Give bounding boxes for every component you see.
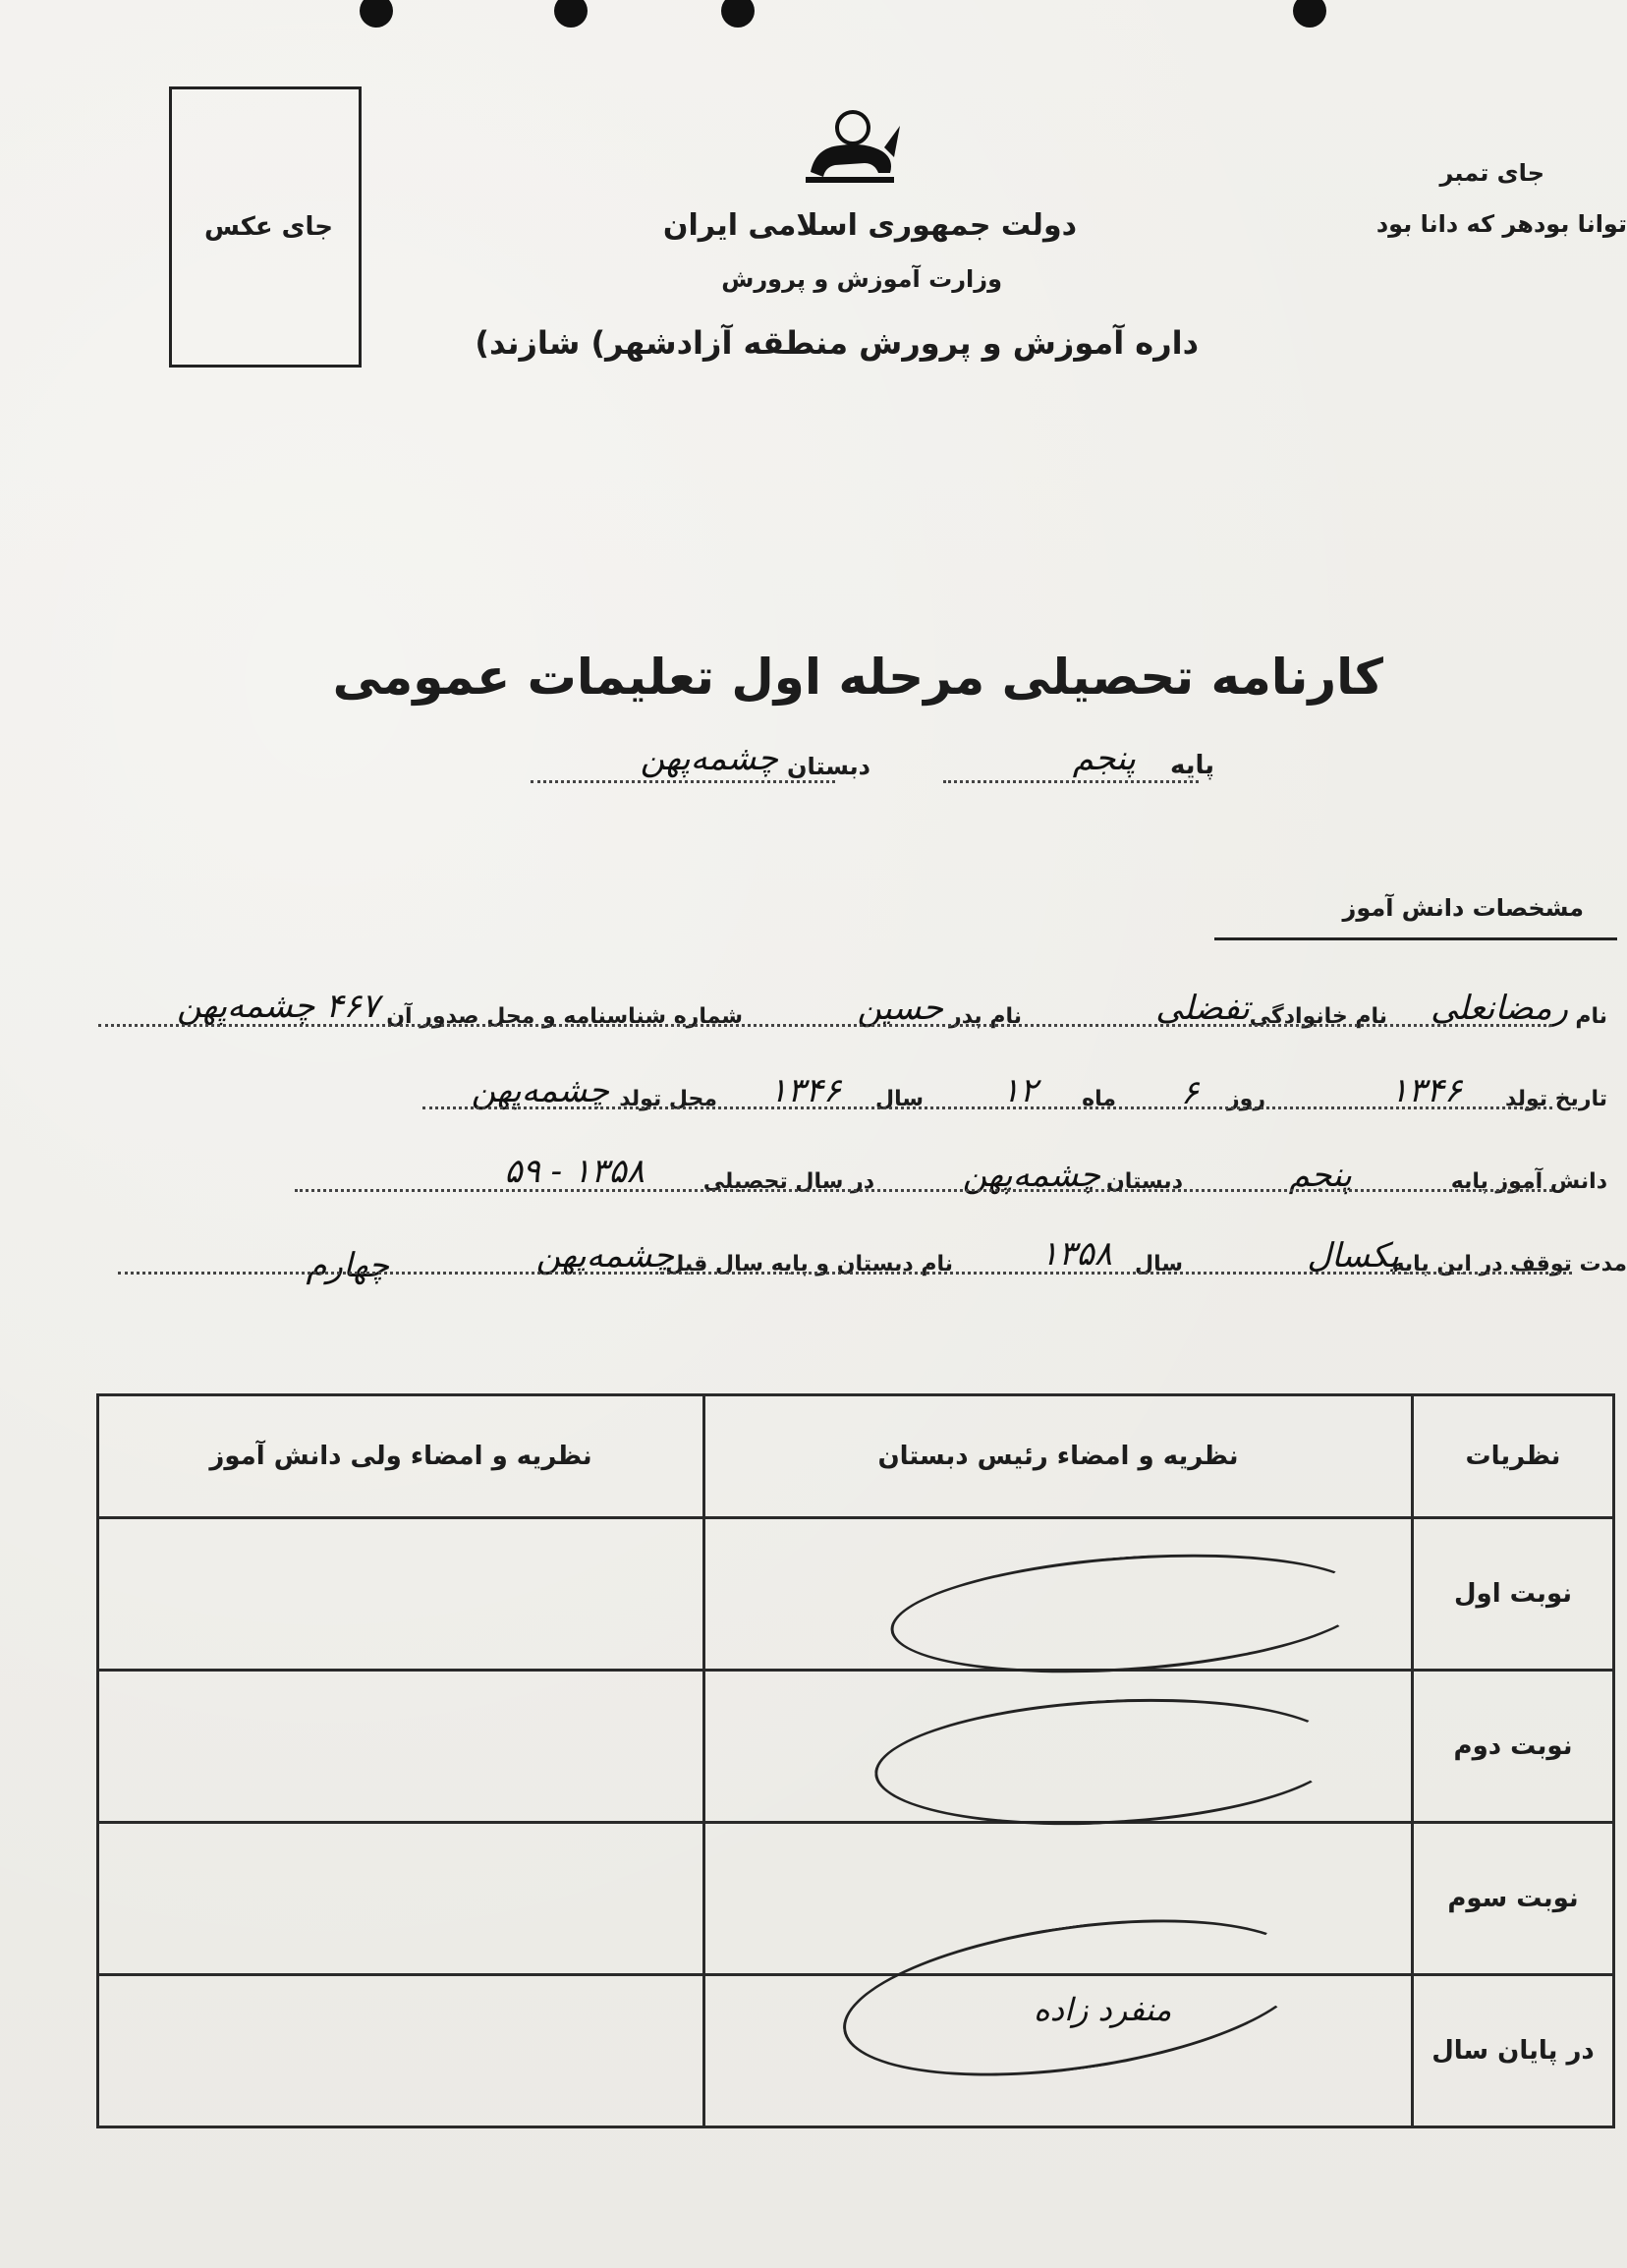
family-label: نام خانوادگی bbox=[1249, 1004, 1387, 1029]
dotted-line bbox=[531, 780, 835, 783]
stay-year-label: سال bbox=[1135, 1252, 1183, 1276]
school-value-2: چشمه‌پهن bbox=[962, 1156, 1100, 1195]
school-label: دبستان bbox=[786, 753, 870, 780]
dotted-line bbox=[98, 1024, 1552, 1027]
prev-grade-value: چهارم bbox=[306, 1246, 389, 1285]
photo-box bbox=[169, 86, 362, 368]
family-value: تفضلی bbox=[1155, 989, 1250, 1028]
guardian-cell bbox=[98, 1671, 704, 1823]
ministry-title: وزارت آموزش و پرورش bbox=[721, 265, 1002, 293]
col-principal: نظریه و امضاء رئیس دبستان bbox=[704, 1395, 1413, 1518]
birth-label: تاریخ تولد bbox=[1505, 1087, 1607, 1111]
col-guardian: نظریه و امضاء ولی دانش آموز bbox=[98, 1395, 704, 1518]
stay-year-value: ۱۳۵۸ bbox=[1039, 1234, 1112, 1274]
school-label-2: دبستان bbox=[1106, 1169, 1183, 1194]
punch-hole bbox=[360, 0, 393, 28]
row-label: نوبت اول bbox=[1413, 1518, 1614, 1671]
name-value: رمضانعلی bbox=[1431, 989, 1568, 1028]
dotted-line bbox=[295, 1189, 1552, 1192]
government-title: دولت جمهوری اسلامی ایران bbox=[662, 208, 1077, 243]
table-row bbox=[98, 1975, 1614, 2127]
final-signature-name: منفرد زاده bbox=[1034, 1991, 1172, 2028]
section-title: مشخصات دانش آموز bbox=[1342, 894, 1584, 922]
guardian-cell bbox=[98, 1975, 704, 2127]
prev-school-value: چشمه‌پهن bbox=[535, 1236, 674, 1276]
stay-label: مدت توقف در این پایه bbox=[1391, 1252, 1627, 1276]
table-row bbox=[98, 1518, 1614, 1671]
grade-value: پنجم bbox=[1072, 739, 1136, 778]
punch-hole bbox=[721, 0, 755, 28]
table-row bbox=[98, 1671, 1614, 1823]
father-label: نام پدر bbox=[949, 1004, 1022, 1029]
month-label: ماه bbox=[1082, 1087, 1116, 1111]
report-card-title: کارنامه تحصیلی مرحله اول تعلیمات عمومی bbox=[332, 649, 1383, 706]
birth-value: ۱۳۴۶ bbox=[1389, 1071, 1462, 1110]
dotted-line bbox=[422, 1106, 1552, 1109]
table-header-row bbox=[98, 1395, 1614, 1518]
id-label: شماره شناسنامه و محل صدور آن bbox=[386, 1004, 743, 1029]
year-label: سال bbox=[875, 1087, 924, 1111]
lion-and-sun-emblem bbox=[796, 108, 904, 187]
department-title: داره آموزش و پرورش منطقه آزادشهر) شازند) bbox=[475, 324, 1199, 362]
table-row bbox=[98, 1823, 1614, 1975]
row-label: نوبت سوم bbox=[1413, 1823, 1614, 1975]
prev-school-label: نام دبستان و پایه سال قبل bbox=[665, 1252, 953, 1276]
dotted-line bbox=[943, 780, 1199, 783]
day-label: روز bbox=[1226, 1087, 1265, 1111]
motto: توانا بودهر که دانا بود bbox=[1375, 210, 1627, 238]
photo-box-label: جای عکس bbox=[203, 212, 333, 242]
id-value: ۴۶۷ چشمه‌پهن bbox=[177, 987, 379, 1026]
grade-label: پایه bbox=[1169, 751, 1214, 780]
guardian-cell bbox=[98, 1518, 704, 1671]
punch-hole bbox=[1293, 0, 1326, 28]
academic-year-value: ۱۳۵۸ - ۵۹ bbox=[504, 1152, 645, 1191]
student-grade-value: پنجم bbox=[1288, 1156, 1352, 1195]
birthplace-label: محل تولد bbox=[619, 1087, 717, 1111]
row-label: در پایان سال bbox=[1413, 1975, 1614, 2127]
row-label: نوبت دوم bbox=[1413, 1671, 1614, 1823]
day-value: ۶ bbox=[1180, 1073, 1199, 1112]
col-comments: نظریات bbox=[1413, 1395, 1614, 1518]
guardian-cell bbox=[98, 1823, 704, 1975]
school-value: چشمه‌پهن bbox=[640, 739, 778, 778]
student-grade-label: دانش آموز پایه bbox=[1450, 1169, 1607, 1194]
section-rule bbox=[1214, 937, 1617, 940]
dotted-line bbox=[118, 1272, 1572, 1275]
stay-value: یکسال bbox=[1307, 1236, 1399, 1276]
academic-year-label: در سال تحصیلی bbox=[702, 1169, 874, 1194]
punch-hole bbox=[554, 0, 588, 28]
stamp-place-label: جای تمبر bbox=[1439, 159, 1544, 187]
month-value: ۱۲ bbox=[1001, 1071, 1038, 1110]
name-label: نام bbox=[1575, 1004, 1607, 1029]
father-value: حسین bbox=[857, 989, 943, 1028]
birthplace-value: چشمه‌پهن bbox=[471, 1071, 609, 1110]
year-value: ۱۳۴۶ bbox=[768, 1071, 841, 1110]
